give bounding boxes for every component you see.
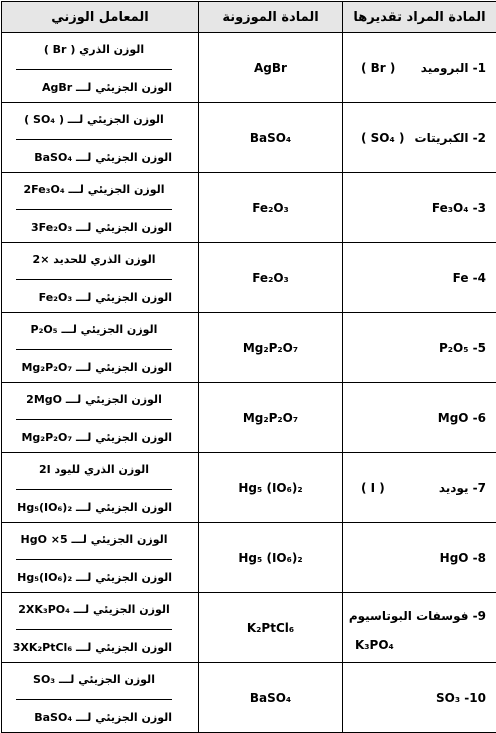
- fraction: [16, 323, 172, 374]
- target-substance-cell: [343, 663, 496, 733]
- target-label: 7- يوديد: [439, 481, 486, 495]
- factor-cell: [2, 313, 199, 383]
- weighed-substance-cell: Mg₂P₂O₇: [199, 383, 343, 453]
- target-label: 9- فوسفات البوتاسيوم: [349, 609, 486, 623]
- target-label: Fe₃O₄ -3: [432, 201, 486, 215]
- fraction-denominator: الوزن الجزيئي لـــ Hg₅(IO₆)₂: [16, 571, 172, 584]
- target-substance-cell: [343, 103, 496, 173]
- table-row: [2, 523, 496, 593]
- fraction: [16, 253, 172, 304]
- weighed-substance-cell: Hg₅ (IO₆)₂: [199, 523, 343, 593]
- gravimetric-factor-table: [1, 1, 496, 733]
- fraction-denominator: الوزن الجزيئي لـــ Mg₂P₂O₇: [16, 431, 172, 444]
- target-substance-cell: [343, 313, 496, 383]
- weighed-substance-cell: Fe₂O₃: [199, 173, 343, 243]
- target-substance-cell: [343, 523, 496, 593]
- target-label: 1- البروميد: [421, 61, 486, 75]
- table-row: [2, 243, 496, 313]
- table-row: [2, 173, 496, 243]
- factor-cell: [2, 593, 199, 663]
- target-label: Fe -4: [453, 271, 486, 285]
- weighed-substance-cell: Hg₅ (IO₆)₂: [199, 453, 343, 523]
- weighed-substance-cell: Fe₂O₃: [199, 243, 343, 313]
- target-symbol: ( SO₄ ): [361, 131, 404, 145]
- target-substance-cell: [343, 173, 496, 243]
- fraction-denominator: الوزن الجزيئي لـــ Hg₅(IO₆)₂: [16, 501, 172, 514]
- fraction-denominator: الوزن الجزيئي لـــ 3Fe₂O₃: [16, 221, 172, 234]
- factor-cell: [2, 453, 199, 523]
- header-weighed: المادة الموزونة: [199, 2, 343, 33]
- target-symbol: K₃PO₄: [355, 638, 394, 652]
- header-target: المادة المراد تقديرها: [343, 2, 496, 33]
- target-label: 2- الكبريتات: [415, 131, 486, 145]
- table-row: [2, 383, 496, 453]
- table-row: [2, 313, 496, 383]
- target-substance-cell: [343, 33, 496, 103]
- fraction-denominator: الوزن الجزيئي لـــ BaSO₄: [16, 711, 172, 724]
- fraction-numerator: الوزن الذري للحديد ×2: [16, 253, 172, 266]
- fraction-denominator: الوزن الجزيئي لـــ Mg₂P₂O₇: [16, 361, 172, 374]
- fraction-numerator: الوزن الذري ( Br ): [16, 43, 172, 56]
- weighed-substance-cell: Mg₂P₂O₇: [199, 313, 343, 383]
- fraction: [16, 183, 172, 234]
- target-substance-cell: [343, 243, 496, 313]
- fraction-denominator: الوزن الجزيئي لـــ 3XK₂PtCl₆: [16, 641, 172, 654]
- fraction-numerator: الوزن الجزيئي لـــ P₂O₅: [16, 323, 172, 336]
- fraction-bar: [16, 629, 172, 630]
- target-label: MgO -6: [438, 411, 486, 425]
- table-body: [2, 33, 496, 733]
- weighed-substance-cell: AgBr: [199, 33, 343, 103]
- fraction-bar: [16, 139, 172, 140]
- fraction: [16, 673, 172, 724]
- target-symbol: ( Br ): [361, 61, 395, 75]
- table-row: [2, 663, 496, 733]
- table-row: [2, 103, 496, 173]
- fraction: [16, 43, 172, 94]
- target-label: P₂O₅ -5: [439, 341, 486, 355]
- target-substance-cell: [343, 383, 496, 453]
- fraction-numerator: الوزن الجزيئي لـــ ( SO₄ ): [16, 113, 172, 126]
- fraction-denominator: الوزن الجزيئي لـــ Fe₂O₃: [16, 291, 172, 304]
- target-symbol: ( I ): [361, 481, 385, 495]
- fraction-bar: [16, 559, 172, 560]
- target-substance-cell: [343, 453, 496, 523]
- factor-cell: [2, 33, 199, 103]
- weighed-substance-cell: BaSO₄: [199, 663, 343, 733]
- fraction-numerator: الوزن الذري لليود 2I: [16, 463, 172, 476]
- fraction-bar: [16, 419, 172, 420]
- factor-cell: [2, 103, 199, 173]
- target-label: HgO -8: [440, 551, 486, 565]
- fraction-numerator: الوزن الجزيئي لـــ 5× HgO: [16, 533, 172, 546]
- target-substance-cell: [343, 593, 496, 663]
- weighed-substance-cell: BaSO₄: [199, 103, 343, 173]
- fraction-numerator: الوزن الجزيئي لـــ 2Fe₃O₄: [16, 183, 172, 196]
- fraction-bar: [16, 699, 172, 700]
- header-row: [2, 2, 496, 33]
- fraction: [16, 463, 172, 514]
- weighed-substance-cell: K₂PtCl₆: [199, 593, 343, 663]
- fraction-bar: [16, 489, 172, 490]
- fraction: [16, 603, 172, 654]
- fraction-numerator: الوزن الجزيئي لـــ 2MgO: [16, 393, 172, 406]
- fraction: [16, 533, 172, 584]
- fraction: [16, 393, 172, 444]
- table-row: [2, 453, 496, 523]
- header-factor: المعامل الوزني: [2, 2, 199, 33]
- factor-cell: [2, 243, 199, 313]
- fraction-denominator: الوزن الجزيئي لـــ AgBr: [16, 81, 172, 94]
- fraction-bar: [16, 209, 172, 210]
- factor-cell: [2, 663, 199, 733]
- table-row: [2, 593, 496, 663]
- table-row: [2, 33, 496, 103]
- fraction-numerator: الوزن الجزيئي لـــ SO₃: [16, 673, 172, 686]
- target-label: SO₃ -10: [436, 691, 486, 705]
- fraction-bar: [16, 69, 172, 70]
- fraction: [16, 113, 172, 164]
- fraction-bar: [16, 279, 172, 280]
- fraction-numerator: الوزن الجزيئي لـــ 2XK₃PO₄: [16, 603, 172, 616]
- fraction-denominator: الوزن الجزيئي لـــ BaSO₄: [16, 151, 172, 164]
- fraction-bar: [16, 349, 172, 350]
- factor-cell: [2, 523, 199, 593]
- factor-cell: [2, 383, 199, 453]
- factor-cell: [2, 173, 199, 243]
